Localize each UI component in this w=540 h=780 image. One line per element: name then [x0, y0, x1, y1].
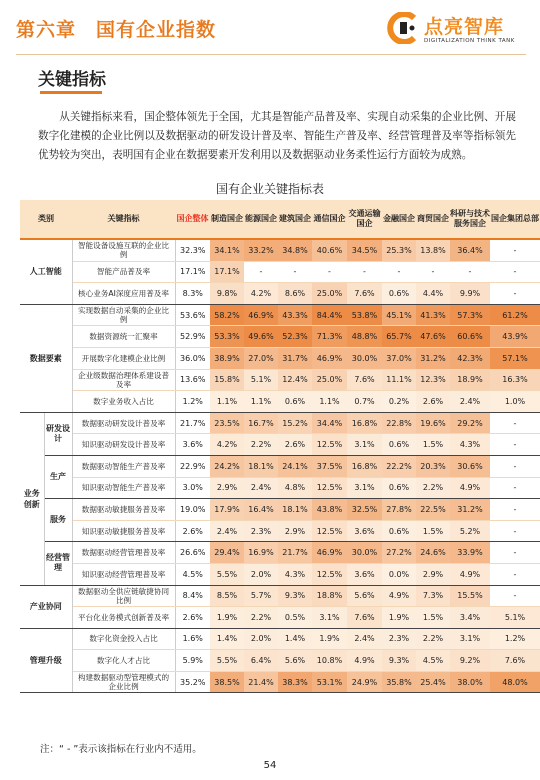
- value-cell: 31.7%: [278, 347, 312, 369]
- value-cell: -: [278, 261, 312, 283]
- value-cell: 25.0%: [312, 283, 347, 305]
- value-cell: 53.1%: [312, 671, 347, 693]
- col-header: 关键指标: [72, 200, 175, 239]
- table-row: [20, 628, 540, 650]
- col-header: 科研与技术服务国企: [450, 200, 490, 239]
- indicator-cell: 开展数字化建模企业比例: [72, 347, 175, 369]
- value-cell: 57.1%: [490, 347, 540, 369]
- category-cell: 人工智能: [20, 239, 72, 304]
- value-cell: 3.6%: [347, 563, 382, 585]
- value-cell: 2.9%: [416, 563, 450, 585]
- table-row: [20, 347, 540, 369]
- table-header-row: [20, 200, 540, 239]
- value-cell: 36.0%: [175, 347, 210, 369]
- value-cell: 5.6%: [347, 585, 382, 607]
- value-cell: 17.1%: [210, 261, 244, 283]
- value-cell: 1.4%: [278, 628, 312, 650]
- value-cell: 17.9%: [210, 499, 244, 521]
- value-cell: 1.0%: [490, 391, 540, 413]
- value-cell: -: [450, 261, 490, 283]
- value-cell: 22.5%: [416, 499, 450, 521]
- value-cell: 53.6%: [175, 304, 210, 326]
- table-row: [20, 239, 540, 261]
- indicator-cell: 智能产品普及率: [72, 261, 175, 283]
- value-cell: 30.0%: [347, 347, 382, 369]
- value-cell: 6.4%: [244, 650, 278, 672]
- value-cell: -: [490, 455, 540, 477]
- value-cell: 41.3%: [416, 304, 450, 326]
- value-cell: 18.1%: [244, 455, 278, 477]
- col-header: 类别: [20, 200, 72, 239]
- value-cell: 5.5%: [210, 650, 244, 672]
- indicator-cell: 知识驱动智能生产普及率: [72, 477, 175, 499]
- value-cell: 46.9%: [312, 542, 347, 564]
- value-cell: 4.4%: [416, 283, 450, 305]
- value-cell: 18.8%: [312, 585, 347, 607]
- value-cell: 1.1%: [312, 391, 347, 413]
- value-cell: 12.3%: [416, 369, 450, 391]
- value-cell: 16.4%: [244, 499, 278, 521]
- value-cell: 4.9%: [382, 585, 416, 607]
- value-cell: 4.3%: [278, 563, 312, 585]
- value-cell: 0.6%: [382, 434, 416, 456]
- col-header: 能源国企: [244, 200, 278, 239]
- value-cell: 3.1%: [347, 477, 382, 499]
- indicator-cell: 实现数据自动采集的企业比例: [72, 304, 175, 326]
- table-row: [20, 326, 540, 348]
- value-cell: 12.5%: [312, 477, 347, 499]
- value-cell: 48.8%: [347, 326, 382, 348]
- value-cell: 1.1%: [244, 391, 278, 413]
- value-cell: -: [490, 563, 540, 585]
- value-cell: 2.6%: [175, 607, 210, 629]
- table-note: 注：“ - ”表示该指标在行业内不适用。: [40, 744, 202, 755]
- indicator-cell: 知识驱动研发设计普及率: [72, 434, 175, 456]
- subcategory-cell: 生产: [44, 455, 72, 498]
- value-cell: 2.3%: [382, 628, 416, 650]
- value-cell: 24.6%: [416, 542, 450, 564]
- value-cell: 19.0%: [175, 499, 210, 521]
- col-header: 建筑国企: [278, 200, 312, 239]
- value-cell: 2.0%: [244, 563, 278, 585]
- value-cell: 25.3%: [382, 239, 416, 261]
- value-cell: -: [244, 261, 278, 283]
- value-cell: 12.4%: [278, 369, 312, 391]
- value-cell: -: [490, 585, 540, 607]
- value-cell: 34.5%: [347, 239, 382, 261]
- value-cell: 46.9%: [312, 347, 347, 369]
- subcategory-cell: 服务: [44, 499, 72, 542]
- value-cell: 7.3%: [416, 585, 450, 607]
- value-cell: 24.2%: [210, 455, 244, 477]
- value-cell: 84.4%: [312, 304, 347, 326]
- value-cell: 4.5%: [416, 650, 450, 672]
- value-cell: 1.4%: [210, 628, 244, 650]
- value-cell: -: [490, 261, 540, 283]
- indicator-cell: 数据驱动全供应链敏捷协同比例: [72, 585, 175, 607]
- value-cell: 5.1%: [490, 607, 540, 629]
- subcategory-cell: 经营管理: [44, 542, 72, 585]
- value-cell: 22.9%: [175, 455, 210, 477]
- value-cell: 52.3%: [278, 326, 312, 348]
- value-cell: 43.8%: [312, 499, 347, 521]
- value-cell: 61.2%: [490, 304, 540, 326]
- value-cell: 15.5%: [450, 585, 490, 607]
- brand-logo: [386, 10, 526, 50]
- col-header: 商贸国企: [416, 200, 450, 239]
- value-cell: 40.6%: [312, 239, 347, 261]
- body-paragraph: 从关键指标来看，国企整体领先于全国，尤其是智能产品普及率、实现自动采集的企业比例、开展数字化建模的企业比例以及数据驱动的研发设计普及率、智能生产普及率、经营管理普及率等指标领先优势较为突出，表明国有企业在数据要素开发利用以及数据驱动业务柔性运行方面较为成熟。: [38, 111, 516, 161]
- indicator-cell: 智能设备设施互联的企业比例: [72, 239, 175, 261]
- table-row: [20, 542, 540, 564]
- value-cell: 1.9%: [382, 607, 416, 629]
- value-cell: 24.9%: [347, 671, 382, 693]
- value-cell: 27.8%: [382, 499, 416, 521]
- value-cell: 5.9%: [175, 650, 210, 672]
- value-cell: 34.4%: [312, 412, 347, 434]
- value-cell: 1.2%: [175, 391, 210, 413]
- value-cell: 0.5%: [278, 607, 312, 629]
- col-header: 国企集团总部: [490, 200, 540, 239]
- value-cell: 48.0%: [490, 671, 540, 693]
- value-cell: 9.3%: [278, 585, 312, 607]
- value-cell: 34.1%: [210, 239, 244, 261]
- header-divider: [16, 54, 526, 55]
- value-cell: -: [490, 283, 540, 305]
- value-cell: 0.6%: [382, 477, 416, 499]
- value-cell: 16.3%: [490, 369, 540, 391]
- indicator-cell: 知识驱动敏捷服务普及率: [72, 520, 175, 542]
- value-cell: 65.7%: [382, 326, 416, 348]
- table-row: [20, 304, 540, 326]
- value-cell: -: [347, 261, 382, 283]
- brand-name: 点亮智库: [424, 16, 505, 38]
- value-cell: 1.9%: [210, 607, 244, 629]
- col-header: 通信国企: [312, 200, 347, 239]
- value-cell: 3.1%: [347, 434, 382, 456]
- indicator-cell: 数据资源统一汇聚率: [72, 326, 175, 348]
- value-cell: 1.5%: [416, 520, 450, 542]
- value-cell: 2.3%: [244, 520, 278, 542]
- value-cell: 17.1%: [175, 261, 210, 283]
- col-header: 制造国企: [210, 200, 244, 239]
- section-title-underline: [40, 91, 102, 94]
- value-cell: 2.2%: [244, 434, 278, 456]
- value-cell: 25.4%: [416, 671, 450, 693]
- value-cell: 49.6%: [244, 326, 278, 348]
- value-cell: 20.3%: [416, 455, 450, 477]
- value-cell: 2.6%: [278, 434, 312, 456]
- value-cell: 2.2%: [416, 477, 450, 499]
- value-cell: 5.6%: [278, 650, 312, 672]
- value-cell: 27.2%: [382, 542, 416, 564]
- value-cell: 9.8%: [210, 283, 244, 305]
- value-cell: 15.2%: [278, 412, 312, 434]
- value-cell: 30.0%: [347, 542, 382, 564]
- value-cell: 4.9%: [450, 477, 490, 499]
- value-cell: 4.3%: [450, 434, 490, 456]
- indicator-cell: 平台化业务模式创新普及率: [72, 607, 175, 629]
- indicator-cell: 数据驱动智能生产普及率: [72, 455, 175, 477]
- value-cell: 12.5%: [312, 563, 347, 585]
- value-cell: 1.5%: [416, 434, 450, 456]
- subcategory-cell: 研发设计: [44, 412, 72, 455]
- value-cell: 1.2%: [490, 628, 540, 650]
- value-cell: 33.2%: [244, 239, 278, 261]
- value-cell: 37.5%: [312, 455, 347, 477]
- value-cell: 3.4%: [450, 607, 490, 629]
- table-row: [20, 283, 540, 305]
- value-cell: 15.8%: [210, 369, 244, 391]
- value-cell: 7.6%: [490, 650, 540, 672]
- table-row: [20, 607, 540, 629]
- value-cell: 35.2%: [175, 671, 210, 693]
- value-cell: 1.5%: [416, 607, 450, 629]
- value-cell: 0.7%: [347, 391, 382, 413]
- value-cell: 2.0%: [244, 628, 278, 650]
- value-cell: 2.4%: [450, 391, 490, 413]
- col-header: 国企整体: [175, 200, 210, 239]
- value-cell: 47.6%: [416, 326, 450, 348]
- value-cell: 1.6%: [175, 628, 210, 650]
- indicator-cell: 数据驱动研发设计普及率: [72, 412, 175, 434]
- value-cell: 3.6%: [347, 520, 382, 542]
- value-cell: 57.3%: [450, 304, 490, 326]
- value-cell: 8.6%: [278, 283, 312, 305]
- value-cell: 16.8%: [347, 412, 382, 434]
- table-row: [20, 585, 540, 607]
- indicator-cell: 数字化人才占比: [72, 650, 175, 672]
- value-cell: 43.9%: [490, 326, 540, 348]
- table-title: 国有企业关键指标表: [215, 182, 324, 196]
- value-cell: 19.6%: [416, 412, 450, 434]
- value-cell: 2.4%: [347, 628, 382, 650]
- value-cell: 7.6%: [347, 607, 382, 629]
- chapter-title: 第六章 国有企业指数: [16, 19, 217, 41]
- category-cell: 产业协同: [20, 585, 72, 628]
- value-cell: 4.2%: [210, 434, 244, 456]
- indicator-cell: 构建数据驱动型管理模式的企业比例: [72, 671, 175, 693]
- indicator-cell: 核心业务AI深度应用普及率: [72, 283, 175, 305]
- value-cell: 3.1%: [450, 628, 490, 650]
- value-cell: 4.9%: [347, 650, 382, 672]
- value-cell: 2.6%: [416, 391, 450, 413]
- value-cell: 0.6%: [382, 283, 416, 305]
- table-row: [20, 261, 540, 283]
- value-cell: 37.0%: [382, 347, 416, 369]
- value-cell: 52.9%: [175, 326, 210, 348]
- value-cell: 42.3%: [450, 347, 490, 369]
- value-cell: 36.4%: [450, 239, 490, 261]
- value-cell: -: [382, 261, 416, 283]
- value-cell: 29.2%: [450, 412, 490, 434]
- value-cell: 0.6%: [382, 520, 416, 542]
- table-row: [20, 671, 540, 693]
- value-cell: 25.0%: [312, 369, 347, 391]
- value-cell: 21.7%: [175, 412, 210, 434]
- brand-subtitle: DIGITALIZATION THINK TANK: [424, 38, 515, 44]
- indicator-cell: 数字化资金投入占比: [72, 628, 175, 650]
- value-cell: 53.8%: [347, 304, 382, 326]
- value-cell: 43.3%: [278, 304, 312, 326]
- category-cell: 业务创新: [20, 412, 44, 585]
- key-indicators-table: [20, 200, 540, 693]
- value-cell: 2.9%: [278, 520, 312, 542]
- value-cell: -: [490, 477, 540, 499]
- value-cell: 16.7%: [244, 412, 278, 434]
- value-cell: 5.5%: [210, 563, 244, 585]
- table-row: [20, 412, 540, 434]
- value-cell: 53.3%: [210, 326, 244, 348]
- value-cell: 16.9%: [244, 542, 278, 564]
- value-cell: -: [490, 434, 540, 456]
- value-cell: -: [490, 499, 540, 521]
- indicator-cell: 知识驱动经营管理普及率: [72, 563, 175, 585]
- indicator-cell: 数据驱动经营管理普及率: [72, 542, 175, 564]
- value-cell: 0.0%: [382, 563, 416, 585]
- indicator-cell: 数字业务收入占比: [72, 391, 175, 413]
- value-cell: 3.1%: [312, 607, 347, 629]
- section-title: 关键指标: [38, 70, 106, 90]
- value-cell: 2.4%: [244, 477, 278, 499]
- table-row: [20, 455, 540, 477]
- value-cell: 3.0%: [175, 477, 210, 499]
- indicator-cell: 企业级数据治理体系建设普及率: [72, 369, 175, 391]
- value-cell: -: [490, 520, 540, 542]
- value-cell: 13.6%: [175, 369, 210, 391]
- value-cell: 35.8%: [382, 671, 416, 693]
- value-cell: 38.5%: [210, 671, 244, 693]
- value-cell: 0.6%: [278, 391, 312, 413]
- value-cell: 9.2%: [450, 650, 490, 672]
- table-row: [20, 563, 540, 585]
- value-cell: 16.8%: [347, 455, 382, 477]
- value-cell: 4.5%: [175, 563, 210, 585]
- value-cell: 18.9%: [450, 369, 490, 391]
- col-header: 金融国企: [382, 200, 416, 239]
- value-cell: 2.2%: [416, 628, 450, 650]
- value-cell: 12.5%: [312, 434, 347, 456]
- value-cell: 24.1%: [278, 455, 312, 477]
- value-cell: 26.6%: [175, 542, 210, 564]
- value-cell: 31.2%: [416, 347, 450, 369]
- value-cell: 22.2%: [382, 455, 416, 477]
- value-cell: 7.6%: [347, 283, 382, 305]
- value-cell: -: [490, 542, 540, 564]
- value-cell: 27.0%: [244, 347, 278, 369]
- value-cell: 33.9%: [450, 542, 490, 564]
- table-row: [20, 391, 540, 413]
- category-cell: 数据要素: [20, 304, 72, 412]
- value-cell: 5.1%: [244, 369, 278, 391]
- value-cell: 60.6%: [450, 326, 490, 348]
- value-cell: 10.8%: [312, 650, 347, 672]
- value-cell: 45.1%: [382, 304, 416, 326]
- value-cell: 18.1%: [278, 499, 312, 521]
- value-cell: 2.9%: [210, 477, 244, 499]
- value-cell: 11.1%: [382, 369, 416, 391]
- table-row: [20, 520, 540, 542]
- value-cell: 29.4%: [210, 542, 244, 564]
- value-cell: 0.2%: [382, 391, 416, 413]
- value-cell: 5.7%: [244, 585, 278, 607]
- value-cell: 9.3%: [382, 650, 416, 672]
- value-cell: 8.4%: [175, 585, 210, 607]
- value-cell: 38.3%: [278, 671, 312, 693]
- value-cell: 21.7%: [278, 542, 312, 564]
- value-cell: -: [312, 261, 347, 283]
- value-cell: 23.5%: [210, 412, 244, 434]
- value-cell: 2.4%: [210, 520, 244, 542]
- value-cell: 1.9%: [312, 628, 347, 650]
- value-cell: 21.4%: [244, 671, 278, 693]
- value-cell: 8.3%: [175, 283, 210, 305]
- value-cell: 38.9%: [210, 347, 244, 369]
- value-cell: 31.2%: [450, 499, 490, 521]
- col-header: 交通运输国企: [347, 200, 382, 239]
- value-cell: -: [490, 412, 540, 434]
- value-cell: 4.2%: [244, 283, 278, 305]
- value-cell: 1.1%: [210, 391, 244, 413]
- value-cell: 2.6%: [175, 520, 210, 542]
- value-cell: 8.5%: [210, 585, 244, 607]
- value-cell: 12.5%: [312, 520, 347, 542]
- brand-logo-icon: [386, 12, 418, 44]
- indicator-cell: 数据驱动敏捷服务普及率: [72, 499, 175, 521]
- value-cell: 4.8%: [278, 477, 312, 499]
- value-cell: 9.9%: [450, 283, 490, 305]
- category-cell: 管理升级: [20, 628, 72, 693]
- table-row: [20, 369, 540, 391]
- value-cell: 13.8%: [416, 239, 450, 261]
- value-cell: 5.2%: [450, 520, 490, 542]
- value-cell: 7.6%: [347, 369, 382, 391]
- value-cell: 4.9%: [450, 563, 490, 585]
- value-cell: 2.2%: [244, 607, 278, 629]
- value-cell: 3.6%: [175, 434, 210, 456]
- value-cell: 22.8%: [382, 412, 416, 434]
- page-header: [0, 0, 540, 56]
- table-row: [20, 650, 540, 672]
- value-cell: 32.3%: [175, 239, 210, 261]
- value-cell: 46.9%: [244, 304, 278, 326]
- table-row: [20, 477, 540, 499]
- table-row: [20, 499, 540, 521]
- value-cell: 38.0%: [450, 671, 490, 693]
- value-cell: 71.3%: [312, 326, 347, 348]
- value-cell: 34.8%: [278, 239, 312, 261]
- value-cell: -: [490, 239, 540, 261]
- value-cell: 58.2%: [210, 304, 244, 326]
- value-cell: 32.5%: [347, 499, 382, 521]
- value-cell: 30.6%: [450, 455, 490, 477]
- page-number: 54: [263, 760, 277, 771]
- table-row: [20, 434, 540, 456]
- value-cell: -: [416, 261, 450, 283]
